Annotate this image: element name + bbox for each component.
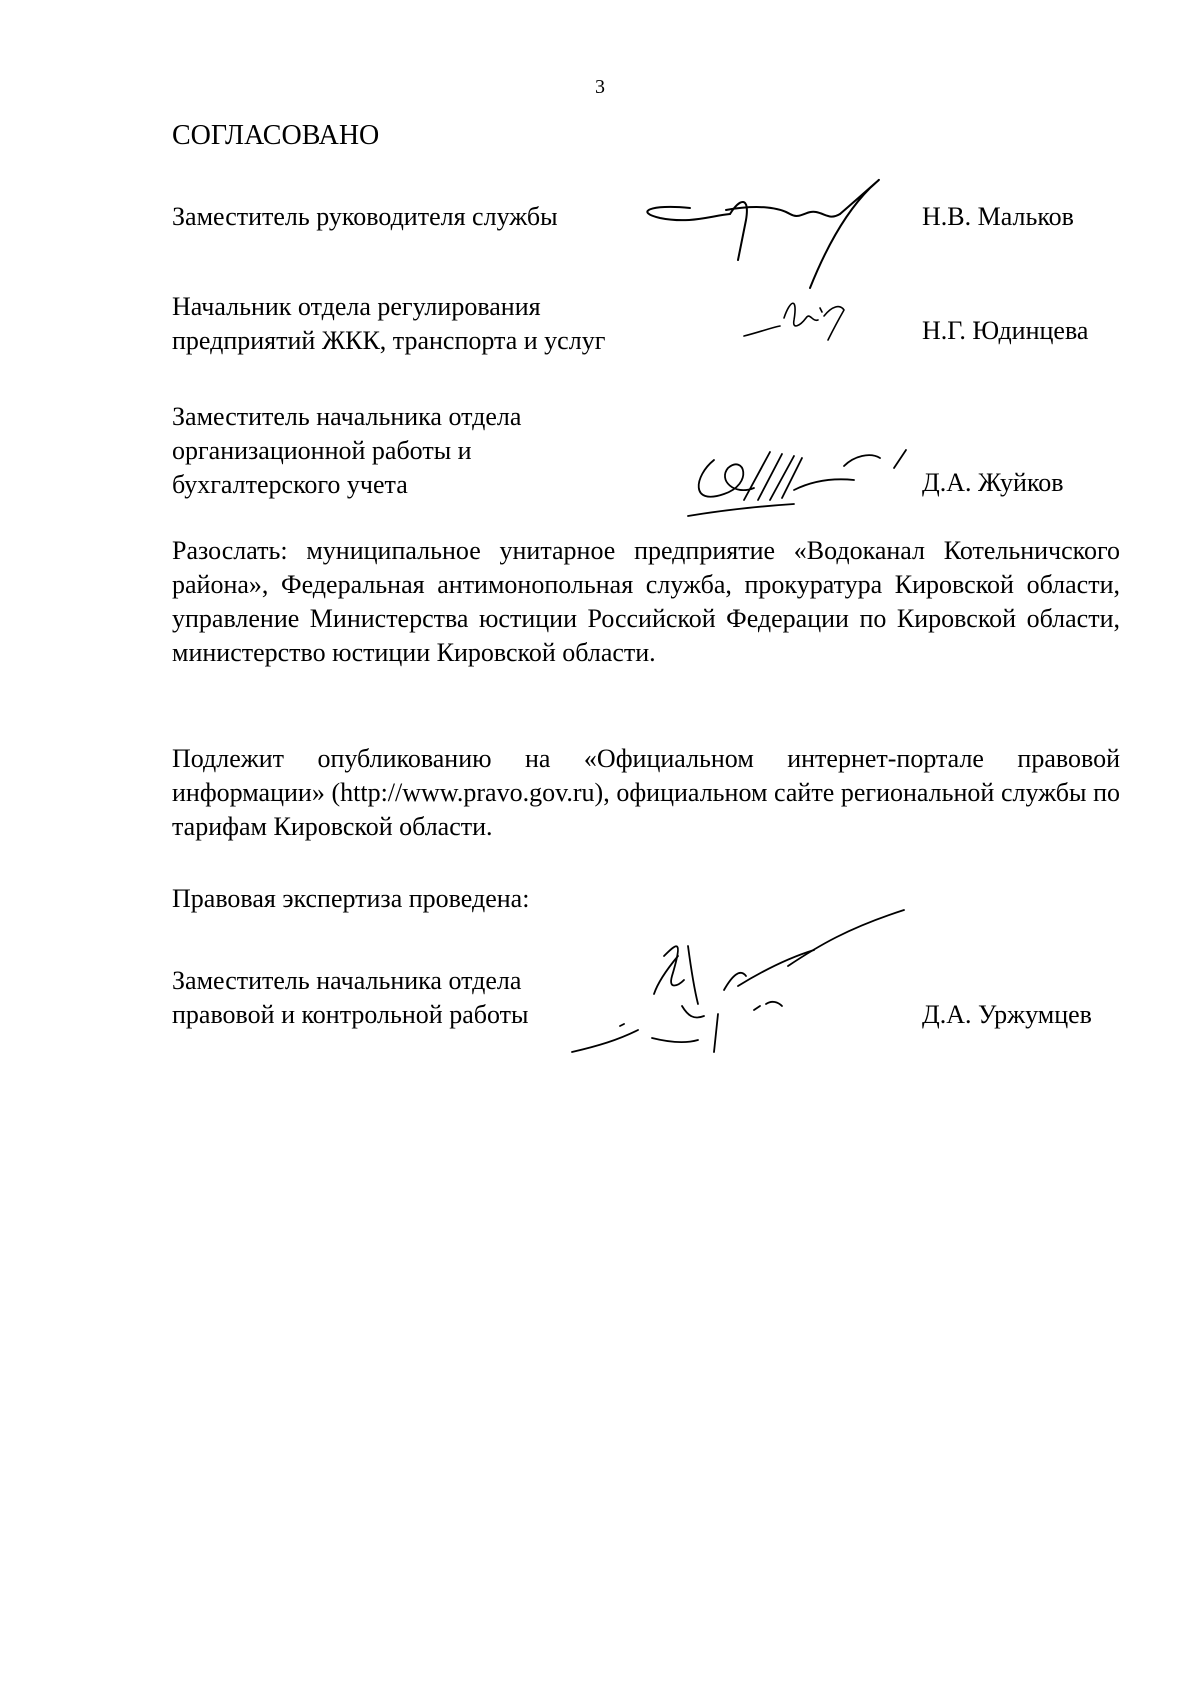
legal-reviewer-name: Д.А. Уржумцев	[922, 1000, 1092, 1029]
page-number: 3	[595, 76, 605, 98]
approver-3-position: Заместитель начальника отдела организационной работы и бухгалтерского учета	[172, 402, 522, 499]
approver-1-position: Заместитель руководителя службы	[172, 202, 558, 231]
signature-4	[568, 906, 908, 1056]
signature-3	[684, 440, 914, 520]
approver-2-name: Н.Г. Юдинцева	[922, 316, 1089, 345]
approval-heading: СОГЛАСОВАНО	[172, 120, 380, 151]
publication-note: Подлежит опубликованию на «Официальном интернет-портале правовой информации» (http://www.pravo.gov.ru), официальном сайте региональной службы по тарифам Кировской области.	[172, 744, 1120, 841]
approver-1-name: Н.В. Мальков	[922, 202, 1074, 231]
approver-3-name: Д.А. Жуйков	[922, 468, 1064, 497]
approver-2-position: Начальник отдела регулирования предприятий ЖКК, транспорта и услуг	[172, 292, 606, 355]
signature-1	[630, 168, 890, 298]
legal-reviewer-position: Заместитель начальника отдела правовой и контрольной работы	[172, 966, 529, 1029]
distribution-list: Разослать: муниципальное унитарное предприятие «Водоканал Котельничского района», Федеральная антимонопольная служба, прокуратура Кировской области, управление Министерства юстиции Российской Федерации по Кировской области, министерство юстиции Кировской области.	[172, 536, 1120, 667]
legal-review-label: Правовая экспертиза проведена:	[172, 884, 530, 913]
signature-2	[740, 290, 860, 350]
